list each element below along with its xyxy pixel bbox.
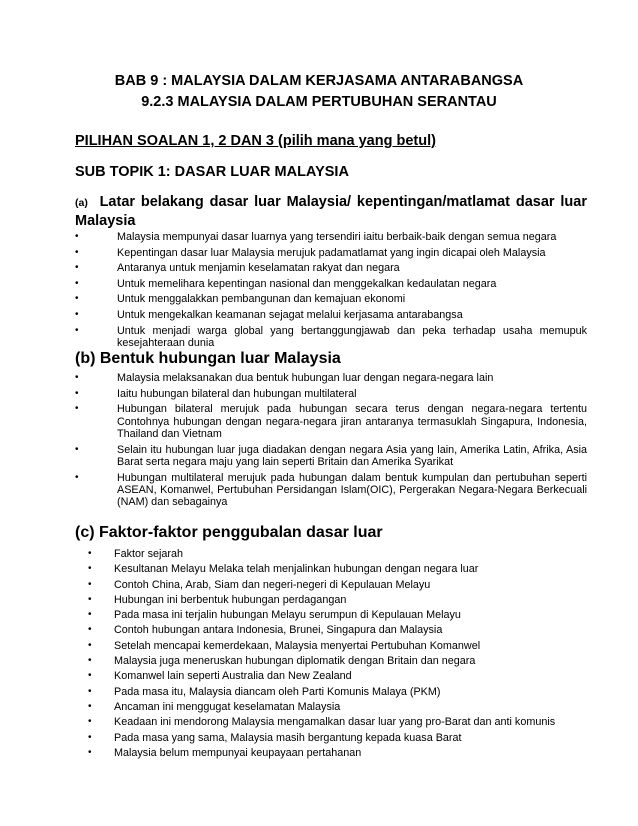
bullet-icon: • bbox=[75, 403, 79, 415]
list-item: • Pada masa yang sama, Malaysia masih bergantung kepada kuasa Barat bbox=[88, 731, 462, 744]
list-item: • Malaysia belum mempunyai keupayaan pertahanan bbox=[88, 746, 362, 759]
bullet-icon: • bbox=[88, 639, 92, 651]
bullet-icon: • bbox=[75, 471, 79, 483]
list-item: • Selain itu hubungan luar juga diadakan dengan negara Asia yang lain, Amerika Latin, Afrika, Asia Barat serta negara maju yang lain seperti Britain dan Amerika Syarikat bbox=[75, 443, 587, 468]
list-item: • Kesultanan Melayu Melaka telah menjalinkan hubungan dengan negara luar bbox=[88, 563, 479, 576]
bullet-icon: • bbox=[75, 246, 79, 258]
bullet-icon: • bbox=[88, 563, 92, 575]
bullet-icon: • bbox=[75, 231, 79, 242]
list-item: • Setelah mencapai kemerdekaan, Malaysia menyertai Pertubuhan Komanwel bbox=[88, 639, 481, 652]
bullet-icon: • bbox=[88, 548, 92, 559]
bullet-icon: • bbox=[88, 716, 92, 728]
list-item: • Komanwel lain seperti Australia dan New Zealand bbox=[88, 670, 352, 683]
list-item: • Pada masa itu, Malaysia diancam oleh Parti Komunis Malaya (PKM) bbox=[88, 685, 441, 698]
list-item: • Untuk mengekalkan keamanan sejagat melalui kerjasama antarabangsa bbox=[75, 308, 463, 321]
section-a-heading-text: Latar belakang dasar luar Malaysia/ kepentingan/matlamat dasar luar Malaysia bbox=[75, 194, 587, 229]
section-b-heading: (b) Bentuk hubungan luar Malaysia bbox=[75, 350, 341, 367]
bullet-icon: • bbox=[88, 700, 92, 712]
subtopic-heading: SUB TOPIK 1: DASAR LUAR MALAYSIA bbox=[75, 164, 349, 180]
bullet-icon: • bbox=[75, 277, 79, 289]
bullet-icon: • bbox=[88, 578, 92, 590]
bullet-icon: • bbox=[75, 372, 79, 383]
bullet-icon: • bbox=[88, 731, 92, 743]
list-item: • Hubungan multilateral merujuk pada hubungan dalam bentuk kumpulan dan pertubuhan seperti ASEAN, Komanwel, Pertubuhan Persidangan Islam(OIC), Pergerakan Negara-Negara Berkecuali (NAM) dan sebagainya bbox=[75, 471, 587, 509]
list-item: • Malaysia juga meneruskan hubungan diplomatik dengan Britain dan negara bbox=[88, 655, 476, 668]
list-item: • Malaysia melaksanakan dua bentuk hubungan luar dengan negara-negara lain bbox=[75, 372, 494, 384]
section-title: 9.2.3 MALAYSIA DALAM PERTUBUHAN SERANTAU bbox=[141, 94, 497, 110]
section-c-list bbox=[88, 548, 558, 762]
list-item: • Faktor sejarah bbox=[88, 548, 184, 560]
list-item: • Iaitu hubungan bilateral dan hubungan multilateral bbox=[75, 387, 357, 400]
bullet-icon: • bbox=[75, 324, 79, 336]
bullet-icon: • bbox=[75, 387, 79, 399]
bullet-icon: • bbox=[75, 443, 79, 455]
list-item: • Malaysia mempunyai dasar luarnya yang tersendiri iaitu berbaik-baik dengan semua negara bbox=[75, 231, 557, 243]
bullet-icon: • bbox=[88, 685, 92, 697]
bullet-icon: • bbox=[88, 624, 92, 636]
list-item: • Untuk menggalakkan pembangunan dan kemajuan ekonomi bbox=[75, 293, 406, 306]
list-item: • Antaranya untuk menjamin keselamatan rakyat dan negara bbox=[75, 262, 400, 275]
list-item: • Hubungan ini berbentuk hubungan perdagangan bbox=[88, 593, 347, 606]
section-a-tag: (a) bbox=[75, 197, 88, 209]
list-item: • Hubungan bilateral merujuk pada hubungan secara terus dengan negara-negara tertentu Contohnya hubungan dengan negara-negara jiran antaranya termasuklah Singapura, Indonesia, Thailand dan Vietnam bbox=[75, 403, 587, 440]
bullet-icon: • bbox=[75, 262, 79, 274]
section-a-heading bbox=[75, 193, 587, 230]
bullet-icon: • bbox=[88, 593, 92, 605]
list-item: • Untuk menjadi warga global yang bertanggungjawab dan peka terhadap usaha memupuk kesejahteraan dunia bbox=[75, 324, 587, 349]
bullet-icon: • bbox=[88, 746, 92, 758]
bullet-icon: • bbox=[88, 609, 92, 621]
list-item: • Untuk memelihara kepentingan nasional dan menggekalkan kedaulatan negara bbox=[75, 277, 497, 290]
list-item: • Ancaman ini menggugat keselamatan Malaysia bbox=[88, 700, 341, 713]
bullet-icon: • bbox=[75, 293, 79, 305]
section-c-heading: (c) Faktor-faktor penggubalan dasar luar bbox=[75, 524, 383, 541]
list-item: • Keadaan ini mendorong Malaysia mengamalkan dasar luar yang pro-Barat dan anti komunis bbox=[88, 716, 556, 729]
chapter-title: BAB 9 : MALAYSIA DALAM KERJASAMA ANTARABANGSA bbox=[114, 73, 524, 89]
list-item: • Contoh China, Arab, Siam dan negeri-negeri di Kepulauan Melayu bbox=[88, 578, 431, 591]
bullet-icon: • bbox=[75, 308, 79, 320]
section-a-list bbox=[75, 231, 587, 353]
list-item: • Kepentingan dasar luar Malaysia merujuk padamatlamat yang ingin dicapai oleh Malaysia bbox=[75, 246, 546, 259]
instructions-heading: PILIHAN SOALAN 1, 2 DAN 3 (pilih mana yang betul) bbox=[75, 133, 436, 149]
bullet-icon: • bbox=[88, 655, 92, 667]
bullet-icon: • bbox=[88, 670, 92, 682]
section-b-list bbox=[75, 372, 587, 512]
list-item: • Pada masa ini terjalin hubungan Melayu serumpun di Kepulauan Melayu bbox=[88, 609, 461, 622]
list-item: • Contoh hubungan antara Indonesia, Brunei, Singapura dan Malaysia bbox=[88, 624, 443, 637]
